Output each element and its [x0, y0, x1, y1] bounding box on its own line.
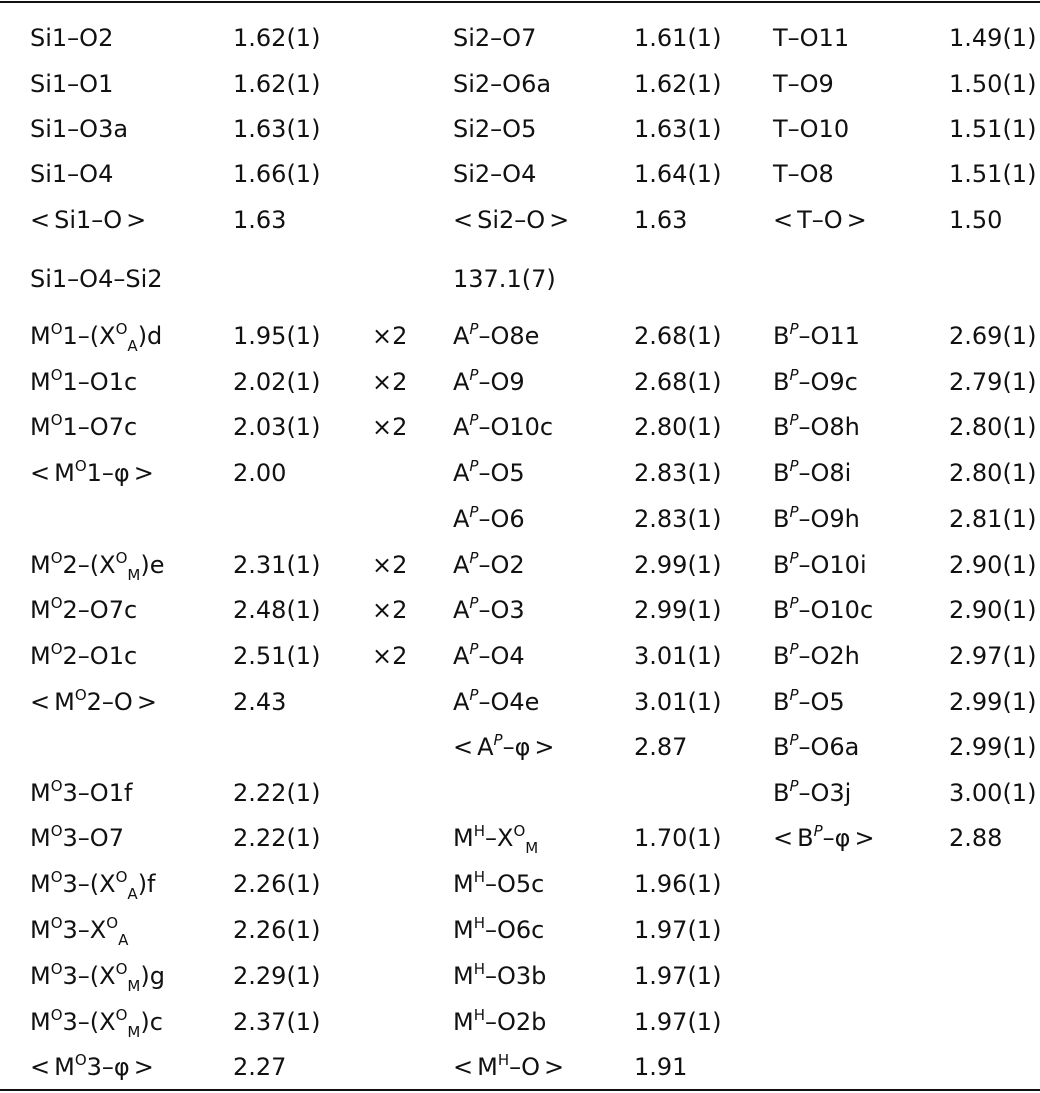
table-cell-label-3: T–O8	[773, 160, 834, 188]
table-cell-label-3: $B^P-O9c$	[773, 366, 858, 396]
table-cell-label-3: $B^P-O9h$	[773, 503, 860, 533]
table-cell-value-2: 1.96(1)	[634, 870, 722, 898]
table-cell-label-2: $M^H-O2b$	[453, 1006, 547, 1036]
table-cell-label-3: $B^P-O5$	[773, 686, 845, 716]
table-cell-value-1: 2.29(1)	[233, 962, 321, 990]
table-cell-label-1: $M^O3-X^O_A$	[30, 914, 129, 949]
table-cell-value-3: 1.51(1)	[949, 160, 1037, 188]
table-cell-label-2: $A^P-O6$	[453, 503, 525, 533]
table-cell-value-2: 2.99(1)	[634, 596, 722, 624]
table-cell-label-1: < $M^O2-O$ >	[30, 686, 157, 716]
table-cell-value-3: 2.90(1)	[949, 551, 1037, 579]
table-cell-label-1: $M^O3-(X^O_A)f$	[30, 868, 156, 903]
table-cell-value-1: 2.43	[233, 688, 287, 716]
table-cell-value-3: 2.99(1)	[949, 688, 1037, 716]
table-cell-label-1: Si1–O4	[30, 160, 114, 188]
table-cell-value-3: 2.90(1)	[949, 596, 1037, 624]
table-cell-value-2: 1.97(1)	[634, 962, 722, 990]
table-cell-label-3: $B^P-O11$	[773, 320, 860, 350]
table-cell-label-3: $B^P-O8h$	[773, 411, 860, 441]
table-cell-value-1: 2.26(1)	[233, 916, 321, 944]
table-cell-label-2: $A^P-O5$	[453, 457, 525, 487]
table-cell-label-3: $B^P-O8i$	[773, 457, 852, 487]
table-cell-label-1: $M^O1-O1c$	[30, 366, 138, 396]
table-cell-label-1: $M^O2-(X^O_M)e$	[30, 549, 165, 584]
table-cell-label-3: $B^P-O10i$	[773, 549, 867, 579]
table-cell-value-3: 1.49(1)	[949, 24, 1037, 52]
table-cell-multiplicity: ×2	[372, 551, 408, 579]
table-cell-label-3: < $B^P-\varphi$ >	[773, 822, 875, 852]
table-cell-value-2: 1.97(1)	[634, 1008, 722, 1036]
table-cell-label-2: < $A^P-\varphi$ >	[453, 731, 555, 761]
table-cell-label-1: < $M^O3-\varphi$ >	[30, 1051, 154, 1081]
table-cell-multiplicity: ×2	[372, 322, 408, 350]
table-cell-value-2: 1.62(1)	[634, 70, 722, 98]
table-cell-label-2: $M^H-O6c$	[453, 914, 545, 944]
table-cell-value-1: 2.22(1)	[233, 779, 321, 807]
table-cell-value-1: 2.26(1)	[233, 870, 321, 898]
table-cell-value-1: 1.95(1)	[233, 322, 321, 350]
table-cell-value-2: 1.91	[634, 1053, 688, 1081]
table-cell-label-2: Si2–O4	[453, 160, 537, 188]
table-cell-label-3: $B^P-O10c$	[773, 594, 874, 624]
table-cell-value-2: 3.01(1)	[634, 642, 722, 670]
table-cell-label-2: Si2–O7	[453, 24, 537, 52]
table-cell-value-3: 2.88	[949, 824, 1003, 852]
table-cell-label-2: $A^P-O4$	[453, 640, 525, 670]
table-cell-label-2: < Si2–O >	[453, 206, 570, 234]
table-cell-label-2: $A^P-O8e$	[453, 320, 540, 350]
table-cell-label-1: $M^O3-(X^O_M)c$	[30, 1006, 163, 1041]
table-cell-label-1: $M^O1-O7c$	[30, 411, 138, 441]
table-cell-value-1: 1.66(1)	[233, 160, 321, 188]
table-cell-label-1: Si1–O4–Si2	[30, 265, 163, 293]
table-cell-value-3: 2.80(1)	[949, 413, 1037, 441]
table-cell-value-2: 2.80(1)	[634, 413, 722, 441]
table-cell-label-2: $A^P-O9$	[453, 366, 525, 396]
table-cell-value-1: 1.63	[233, 206, 287, 234]
table-cell-label-2: $M^H-X^O_M$	[453, 822, 539, 857]
table-cell-value-3: 2.69(1)	[949, 322, 1037, 350]
table-cell-label-3: $B^P-O6a$	[773, 731, 860, 761]
table-cell-value-1: 1.62(1)	[233, 24, 321, 52]
table-cell-value-1: 2.31(1)	[233, 551, 321, 579]
table-cell-value-1: 2.03(1)	[233, 413, 321, 441]
table-cell-label-1: Si1–O3a	[30, 115, 129, 143]
table-cell-value-3: 1.51(1)	[949, 115, 1037, 143]
table-cell-value-1: 2.48(1)	[233, 596, 321, 624]
table-cell-label-2: 137.1(7)	[453, 265, 556, 293]
table-cell-value-1: 2.00	[233, 459, 287, 487]
table-cell-value-2: 2.99(1)	[634, 551, 722, 579]
table-cell-value-3: 2.99(1)	[949, 733, 1037, 761]
table-cell-label-2: Si2–O5	[453, 115, 537, 143]
table-cell-multiplicity: ×2	[372, 642, 408, 670]
table-cell-label-1: $M^O3-(X^O_M)g$	[30, 960, 165, 995]
table-cell-value-3: 2.80(1)	[949, 459, 1037, 487]
table-cell-value-3: 2.97(1)	[949, 642, 1037, 670]
table-cell-value-1: 2.37(1)	[233, 1008, 321, 1036]
table-cell-value-3: 1.50(1)	[949, 70, 1037, 98]
table-cell-label-3: $B^P-O2h$	[773, 640, 860, 670]
table-cell-value-2: 2.87	[634, 733, 688, 761]
table-cell-label-3: T–O11	[773, 24, 850, 52]
table-cell-value-2: 1.70(1)	[634, 824, 722, 852]
table-cell-value-2: 3.01(1)	[634, 688, 722, 716]
table-cell-label-1: $M^O3-O1f$	[30, 777, 133, 807]
table-cell-value-1: 2.27	[233, 1053, 287, 1081]
table-cell-label-2: $A^P-O3$	[453, 594, 525, 624]
table-cell-multiplicity: ×2	[372, 596, 408, 624]
table-cell-label-1: $M^O2-O1c$	[30, 640, 138, 670]
table-cell-value-1: 2.22(1)	[233, 824, 321, 852]
table-cell-label-2: $A^P-O10c$	[453, 411, 554, 441]
table-cell-multiplicity: ×2	[372, 413, 408, 441]
table-cell-label-2: Si2–O6a	[453, 70, 552, 98]
table-cell-label-1: < Si1–O >	[30, 206, 147, 234]
table-cell-value-2: 1.97(1)	[634, 916, 722, 944]
table-cell-label-2: < $M^H-O$ >	[453, 1051, 565, 1081]
table-cell-value-3: 2.79(1)	[949, 368, 1037, 396]
table-cell-label-3: < T–O >	[773, 206, 867, 234]
table-cell-value-2: 2.68(1)	[634, 368, 722, 396]
table-cell-value-1: 2.51(1)	[233, 642, 321, 670]
table-cell-label-3: T–O9	[773, 70, 834, 98]
table-cell-value-1: 1.63(1)	[233, 115, 321, 143]
table-cell-label-2: $M^H-O3b$	[453, 960, 547, 990]
table-cell-value-2: 2.68(1)	[634, 322, 722, 350]
table-cell-label-1: Si1–O2	[30, 24, 114, 52]
table-bottom-rule	[0, 1089, 1040, 1091]
table-cell-label-1: < $M^O1-\varphi$ >	[30, 457, 154, 487]
table-cell-value-2: 2.83(1)	[634, 505, 722, 533]
table-cell-value-2: 1.61(1)	[634, 24, 722, 52]
table-cell-label-1: $M^O2-O7c$	[30, 594, 138, 624]
table-cell-value-1: 2.02(1)	[233, 368, 321, 396]
table-cell-value-3: 1.50	[949, 206, 1003, 234]
table-cell-label-2: $M^H-O5c$	[453, 868, 545, 898]
table-cell-label-2: $A^P-O4e$	[453, 686, 540, 716]
table-cell-label-1: $M^O3-O7$	[30, 822, 124, 852]
table-cell-value-3: 3.00(1)	[949, 779, 1037, 807]
table-cell-label-1: Si1–O1	[30, 70, 114, 98]
table-cell-label-2: $A^P-O2$	[453, 549, 525, 579]
table-cell-value-2: 1.63	[634, 206, 688, 234]
table-cell-multiplicity: ×2	[372, 368, 408, 396]
table-cell-value-1: 1.62(1)	[233, 70, 321, 98]
table-cell-label-3: $B^P-O3j$	[773, 777, 852, 807]
table-cell-value-2: 2.83(1)	[634, 459, 722, 487]
table-cell-label-3: T–O10	[773, 115, 850, 143]
table-cell-label-1: $M^O1-(X^O_A)d$	[30, 320, 163, 355]
table-cell-value-2: 1.64(1)	[634, 160, 722, 188]
table-cell-value-2: 1.63(1)	[634, 115, 722, 143]
table-cell-value-3: 2.81(1)	[949, 505, 1037, 533]
